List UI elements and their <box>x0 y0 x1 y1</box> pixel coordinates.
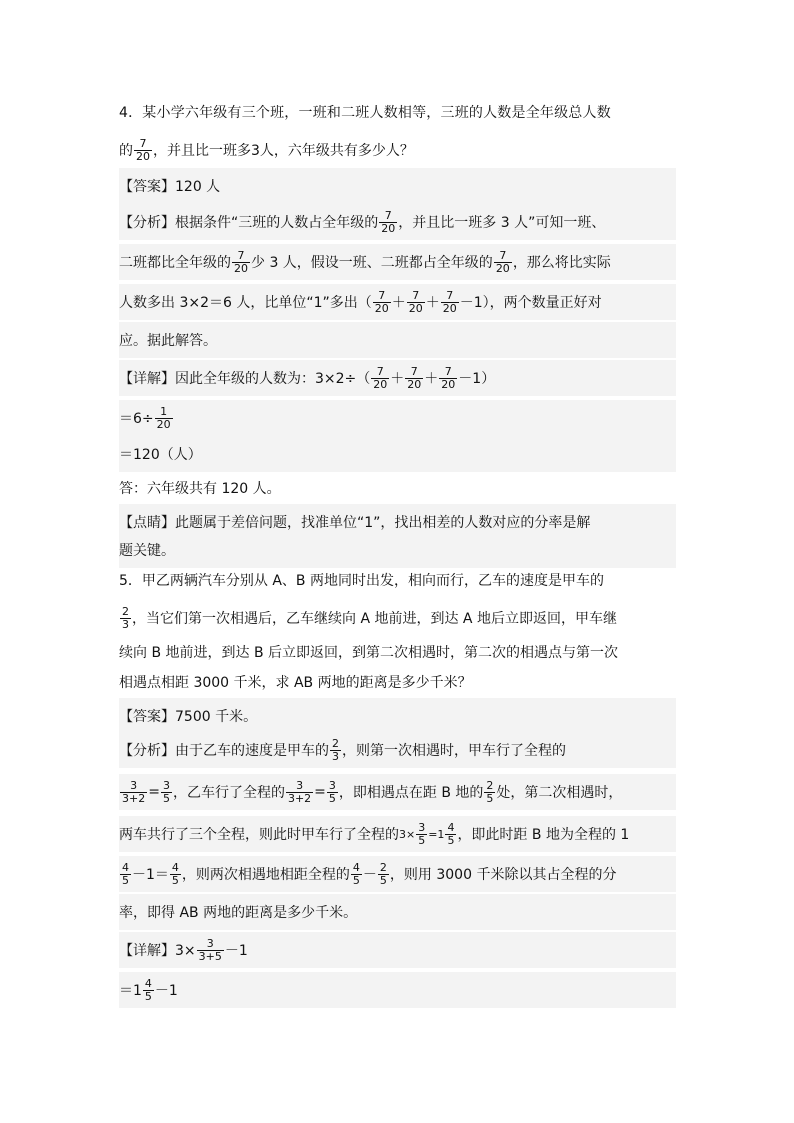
analysis-line-1: 【分析】由于乙车的速度是甲车的 $\frac{2}{3}$ ，则第一次相遇时，甲车行了全程的 <box>119 732 676 768</box>
fraction: $\frac{4}{5}$ <box>122 860 129 887</box>
fraction: $\frac{1}{20}$ <box>156 404 171 431</box>
fraction: $\frac{2}{3}$ <box>332 736 339 763</box>
fraction: $\frac{3}{3+5}$ <box>198 936 222 963</box>
q4-line-2 <box>119 132 414 168</box>
fraction: $\frac{7}{20}$ <box>442 288 457 315</box>
fraction: $\frac{7}{20}$ <box>408 288 423 315</box>
detail-line-1: 【详解】因此全年级的人数为：3×2÷（ $\frac{7}{20}$ ＋ $\frac{7}{20}$ ＋ $\frac{7}{20}$ －1） <box>119 360 676 396</box>
detail-line-2: ＝1 $\frac{4}{5}$ －1 <box>119 972 676 1008</box>
fraction: $\frac{4}{5}$ <box>144 976 152 1003</box>
fraction: $\frac{4}{5}$ <box>447 820 455 847</box>
fraction: $\frac{2}{5}$ <box>379 860 387 887</box>
fraction: $\frac{4}{5}$ <box>352 860 360 887</box>
fraction: $\frac{3}{5}$ <box>162 778 170 805</box>
analysis-line-1: 【分析】根据条件“三班的人数占全年级的 $\frac{7}{20}$ ，并且比一班多 3 人”可知一班、 <box>119 204 676 240</box>
q4-text: ，并且比一班多3人，六年级共有多少人？ <box>153 143 414 159</box>
fraction: $\frac{7}{20}$ <box>234 248 248 275</box>
analysis-line-3: 人数多出 3×2＝6 人，比单位“1”多出（ $\frac{7}{20}$ ＋ $\frac{7}{20}$ ＋ $\frac{7}{20}$ －1），两个数量正好对 <box>119 284 676 320</box>
analysis-line-2: 二班都比全年级的 $\frac{7}{20}$ 少 3 人，假设一班、二班都占全年级的 $\frac{7}{20}$ ，那么将比实际 <box>119 244 676 280</box>
analysis-line-4: 应。据此解答。 <box>119 322 676 358</box>
fraction: $\frac{3}{3+2}$ <box>287 778 312 805</box>
fraction: $\frac{2}{5}$ <box>486 778 494 805</box>
answer-line: 【答案】120 人 <box>119 168 676 204</box>
q5-line-2: $\frac{2}{3}$ ，当它们第一次相遇后，乙车继续向 A 地前进，到达 A 地后立即返回，甲车继 <box>122 604 617 631</box>
detail-line-3: ＝120（人） <box>119 436 676 472</box>
fraction: $\frac{7}{20}$ <box>136 136 150 163</box>
answer-line: 【答案】7500 千米。 <box>119 698 676 734</box>
q4-text: 4．某小学六年级有三个班，一班和二班人数相等，三班的人数是全年级总人数 <box>119 105 611 121</box>
q4-text: 的 <box>119 143 133 159</box>
fraction: $\frac{7}{20}$ <box>381 208 396 235</box>
reply-line: 答：六年级共有 120 人。 <box>119 481 281 497</box>
fraction: $\frac{3}{5}$ <box>418 820 426 847</box>
point-line-1: 【点睛】此题属于差倍问题，找准单位“1”，找出相差的人数对应的分率是解 <box>119 504 676 540</box>
analysis-line-3: 两车共行了三个全程，则此时甲车行了全程的 3× $\frac{3}{5}$ =1 $\frac{4}{5}$ ，即此时距 B 地为全程的 1 <box>119 816 676 852</box>
fraction: $\frac{7}{20}$ <box>441 364 456 391</box>
analysis-line-5: 率，即得 AB 两地的距离是多少千米。 <box>119 894 676 930</box>
detail-line-2: ＝6÷ $\frac{1}{20}$ <box>119 400 676 436</box>
fraction: $\frac{7}{20}$ <box>495 248 510 275</box>
detail-line-1: 【详解】3× $\frac{3}{3+5}$ －1 <box>119 932 676 968</box>
fraction: $\frac{2}{3}$ <box>122 604 129 631</box>
fraction: $\frac{3}{5}$ <box>328 778 336 805</box>
fraction: $\frac{3}{3+2}$ <box>122 778 146 805</box>
fraction: $\frac{7}{20}$ <box>407 364 422 391</box>
fraction: $\frac{7}{20}$ <box>373 364 388 391</box>
q5-line-1: 5．甲乙两辆汽车分别从 A、B 两地同时出发，相向而行，乙车的速度是甲车的 <box>119 573 604 589</box>
fraction: $\frac{4}{5}$ <box>171 860 179 887</box>
q5-line-4: 相遇点相距 3000 千米，求 AB 两地的距离是多少千米？ <box>119 675 472 691</box>
point-line-2: 题关键。 <box>119 532 676 568</box>
q4-line-1 <box>119 94 611 130</box>
fraction: $\frac{7}{20}$ <box>374 288 389 315</box>
analysis-line-2: $\frac{3}{3+2}$ = $\frac{3}{5}$ ，乙车行了全程的 $\frac{3}{3+2}$ = $\frac{3}{5}$ ，即相遇点在距 B 地的 $\frac{2}{5}$ 处，第二次相遇时， <box>119 774 676 810</box>
analysis-line-4: $\frac{4}{5}$ －1＝ $\frac{4}{5}$ ，则两次相遇地相距全程的 $\frac{4}{5}$ － $\frac{2}{5}$ ，则用 3000 千米除以其占全程的分 <box>119 856 676 892</box>
q5-line-3: 续向 B 地前进，到达 B 后立即返回，到第二次相遇时，第二次的相遇点与第一次 <box>119 645 619 661</box>
